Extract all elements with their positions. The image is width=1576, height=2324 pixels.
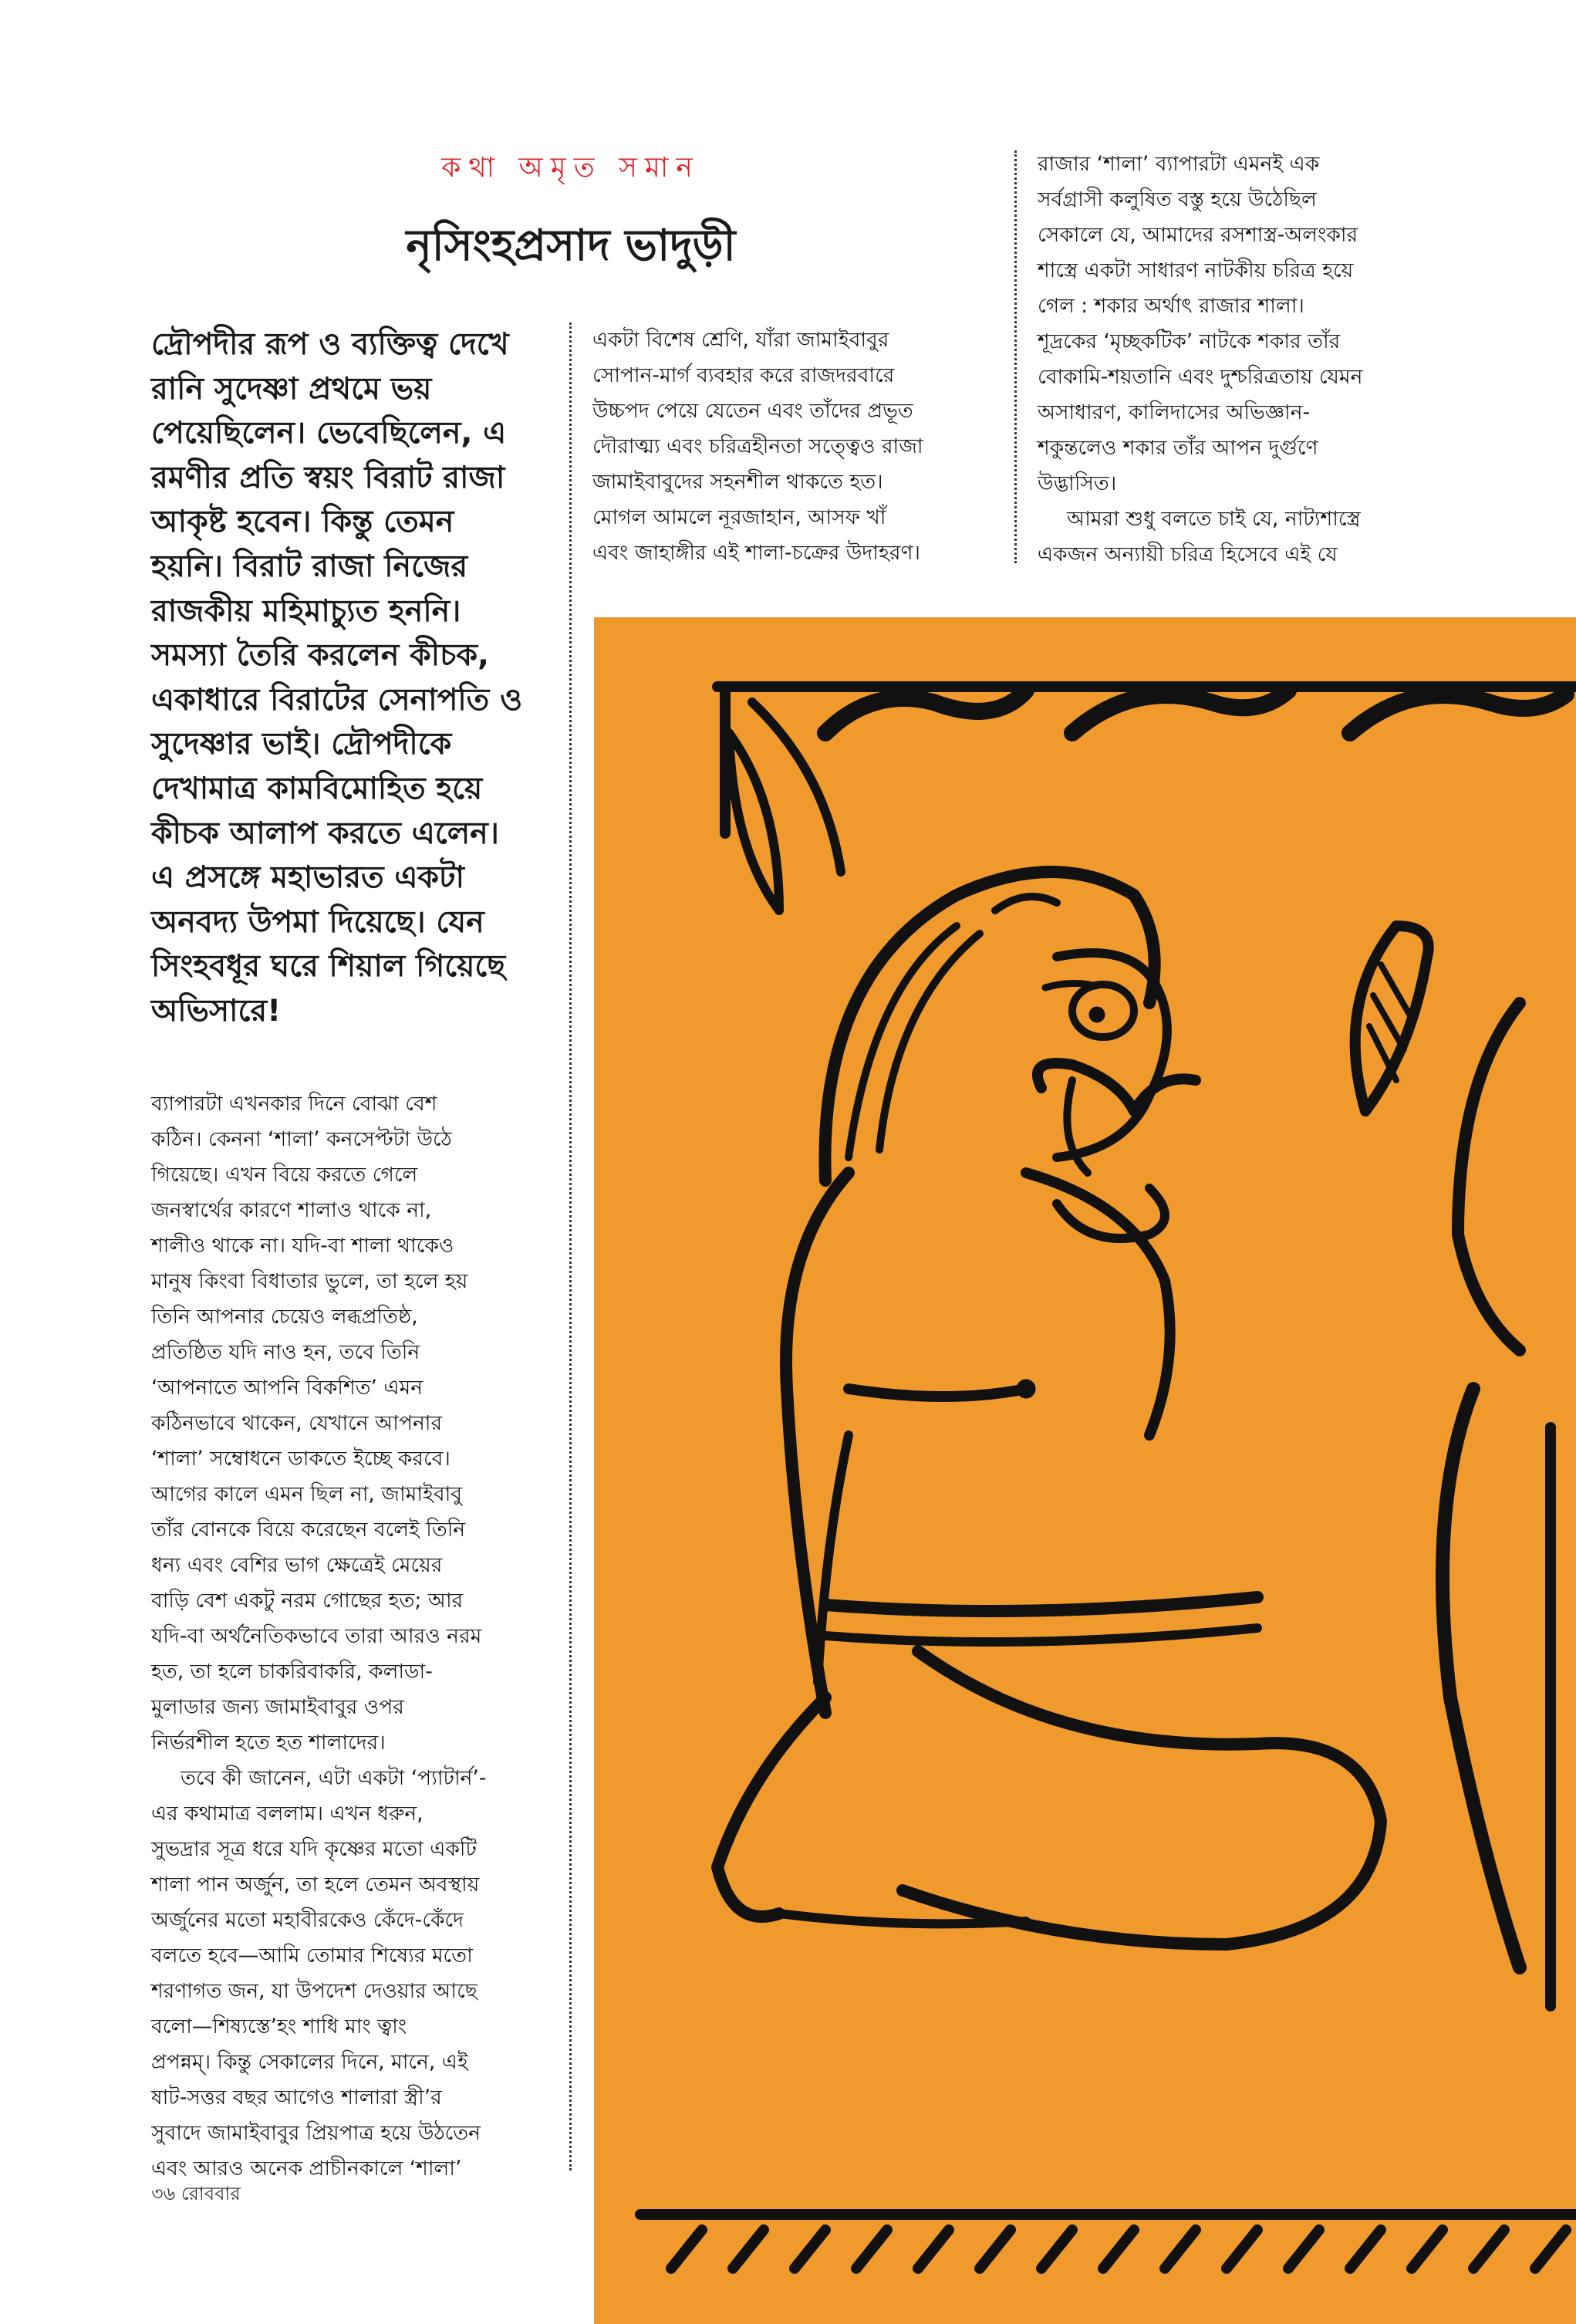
text-line: প্রপন্নম্‌। কিন্তু সেকালের দিনে, মানে, এই — [151, 2050, 468, 2074]
text-line: তাঁর বোনকে বিয়ে করেছেন বলেই তিনি — [151, 1518, 466, 1542]
text-line: একজন অন্যায়ী চরিত্র হিসেবে এই যে — [1038, 542, 1338, 566]
text-line: শালা পান অর্জুন, তা হলে তেমন অবস্থায় — [151, 1873, 480, 1897]
text-line: গেল : শকার অর্থাৎ রাজার শালা। — [1038, 294, 1304, 318]
text-line: সোপান-মার্গ ব্যবহার করে রাজদরবারে — [592, 363, 895, 387]
pull-line: রমণীর প্রতি স্বয়ং বিরাট রাজা — [151, 459, 505, 495]
text-line: ব্যাপারটা এখনকার দিনে বোঝা বেশ — [151, 1092, 437, 1116]
text-line: বলতে হবে—আমি তোমার শিষ্যের মতো — [151, 1944, 473, 1968]
text-line: সেকালে যে, আমাদের রসশাস্ত্র-অলংকার — [1038, 223, 1358, 247]
text-line: গিয়েছে। এখন বিয়ে করতে গেলে — [151, 1163, 418, 1187]
text-line: আমরা শুধু বলতে চাই যে, নাট্যশাস্ত্রে — [1067, 507, 1361, 531]
pull-line: দেখামাত্র কামবিমোহিত হয়ে — [151, 770, 483, 806]
pull-line: সিংহবধূর ঘরে শিয়াল গিয়েছে — [151, 948, 506, 985]
column-divider-1 — [569, 323, 572, 2170]
text-line: মুলাডার জন্য জামাইবাবুর ওপর — [151, 1695, 404, 1719]
text-line: জামাইবাবুদের সহনশীল থাকতে হত। — [592, 470, 883, 494]
pull-quote — [151, 323, 545, 1034]
text-line: মোগল আমলে নূরজাহান, আসফ খাঁ — [592, 505, 886, 529]
pull-line: সুদেষ্ণার ভাই। দ্রৌপদীকে — [151, 726, 452, 762]
text-line: ষাট-সত্তর বছর আগেও শালারা স্ত্রী’র — [151, 2086, 442, 2110]
text-line: এবং জাহাঙ্গীর এই শালা-চক্রের উদাহরণ। — [592, 541, 920, 565]
page-folio: ৩৬ রোববার — [151, 2183, 241, 2204]
text-line: এবং আরও অনেক প্রাচীনকালে ‘শালা’ — [151, 2157, 462, 2180]
illustration — [594, 617, 1576, 2324]
text-line: শালীও থাকে না। যদি-বা শালা থাকেও — [151, 1234, 454, 1258]
text-line: ‘আপনাতে আপনি বিকশিত’ এমন — [151, 1376, 424, 1400]
pull-line: পেয়েছিলেন। ভেবেছিলেন, এ — [151, 415, 507, 451]
text-line: বলো—শিষ্যস্তে’হং শাধি মাং ত্বাং — [151, 2015, 407, 2039]
text-line: অর্জুনের মতো মহাবীরকেও কেঁদে-কেঁদে — [151, 1908, 464, 1932]
pull-line: অনবদ্য উপমা দিয়েছে। যেন — [151, 904, 484, 940]
text-line: একটা বিশেষ শ্রেণি, যাঁরা জামাইবাবুর — [592, 328, 889, 352]
body-column-1 — [151, 1086, 552, 2187]
text-line: শাস্ত্রে একটা সাধারণ নাটকীয় চরিত্র হয়ে — [1038, 258, 1354, 282]
text-line: তিনি আপনার চেয়েও লব্ধপ্রতিষ্ঠ, — [151, 1305, 418, 1329]
column-divider-2 — [1014, 150, 1017, 563]
text-line: কঠিনভাবে থাকেন, যেখানে আপনার — [151, 1411, 443, 1435]
text-line: বাড়ি বেশ একটু নরম গোছের হত; আর — [151, 1589, 464, 1613]
text-line: উচ্চপদ পেয়ে যেতেন এবং তাঁদের প্রভূত — [592, 399, 913, 423]
text-line: উদ্ভাসিত। — [1038, 471, 1117, 495]
text-line: বোকামি-শয়তানি এবং দুশ্চরিত্রতায় যেমন — [1038, 365, 1363, 389]
text-line: এর কথামাত্র বললাম। এখন ধরুন, — [151, 1802, 424, 1826]
pull-line: অভিসারে! — [151, 992, 282, 1029]
text-line: রাজার ‘শালা’ ব্যাপারটা এমনই এক — [1038, 152, 1320, 176]
pull-line: সমস্যা তৈরি করলেন কীচক, — [151, 637, 490, 674]
body-column-3 — [1038, 147, 1485, 573]
text-line: হত, তা হলে চাকরিবাকরি, কলাডা- — [151, 1660, 433, 1684]
pull-line: দ্রৌপদীর রূপ ও ব্যক্তিত্ব দেখে — [151, 326, 509, 362]
series-title: কথা অমৃত সমান — [441, 152, 700, 184]
pull-line: একাধারে বিরাটের সেনাপতি ও — [151, 681, 523, 718]
text-line: সর্বগ্রাসী কলুষিত বস্তু হয়ে উঠেছিল — [1038, 187, 1317, 211]
pull-line: রানি সুদেষ্ণা প্রথমে ভয় — [151, 370, 432, 407]
author-name: নৃসিংহপ্রসাদ ভাদুড়ী — [406, 221, 736, 271]
text-line: শরণাগত জন, যা উপদেশ দেওয়ার আছে — [151, 1979, 478, 2003]
body-column-2 — [592, 323, 994, 571]
text-line: সুবাদে জামাইবাবুর প্রিয়পাত্র হয়ে উঠতেন — [151, 2121, 481, 2145]
pull-line: কীচক আলাপ করতে এলেন। — [151, 815, 499, 851]
text-line: আগের কালে এমন ছিল না, জামাইবাবু — [151, 1482, 463, 1506]
pull-line: রাজকীয় মহিমাচ্যুত হননি। — [151, 593, 461, 629]
text-line: শূদ্রকের ‘মৃচ্ছকটিক’ নাটকে শকার তাঁর — [1038, 329, 1341, 353]
text-line: শকুন্তলেও শকার তাঁর আপন দুর্গুণে — [1038, 436, 1318, 460]
text-line: প্রতিষ্ঠিত যদি নাও হন, তবে তিনি — [151, 1340, 420, 1364]
text-line: নির্ভরশীল হতে হত শালাদের। — [151, 1731, 386, 1755]
text-line: সুভদ্রার সূত্র ধরে যদি কৃষ্ণের মতো একটি — [151, 1837, 477, 1861]
pull-line: এ প্রসঙ্গে মহাভারত একটা — [151, 860, 465, 896]
text-line: তবে কী জানেন, এটা একটা ‘প্যাটার্ন’- — [181, 1766, 487, 1790]
text-line: ধন্য এবং বেশির ভাগ ক্ষেত্রেই মেয়ের — [151, 1553, 443, 1577]
text-line: দৌরাত্ম্য এবং চরিত্রহীনতা সত্ত্বেও রাজা — [592, 434, 923, 458]
text-line: অসাধারণ, কালিদাসের অভিজ্ঞান- — [1038, 400, 1311, 424]
pull-line: হয়নি। বিরাট রাজা নিজের — [151, 548, 468, 584]
text-line: যদি-বা অর্থনৈতিকভাবে তারা আরও নরম — [151, 1624, 482, 1648]
text-line: জনস্বার্থের কারণে শালাও থাকে না, — [151, 1198, 432, 1222]
text-line: কঠিন। কেননা ‘শালা’ কনসেপ্টটা উঠে — [151, 1127, 452, 1151]
pull-line: আকৃষ্ট হবেন। কিন্তু তেমন — [151, 504, 454, 540]
text-line: মানুষ কিংবা বিধাতার ভুলে, তা হলে হয় — [151, 1269, 468, 1293]
text-line: ‘শালা’ সম্বোধনে ডাকতে ইচ্ছে করবে। — [151, 1447, 451, 1471]
